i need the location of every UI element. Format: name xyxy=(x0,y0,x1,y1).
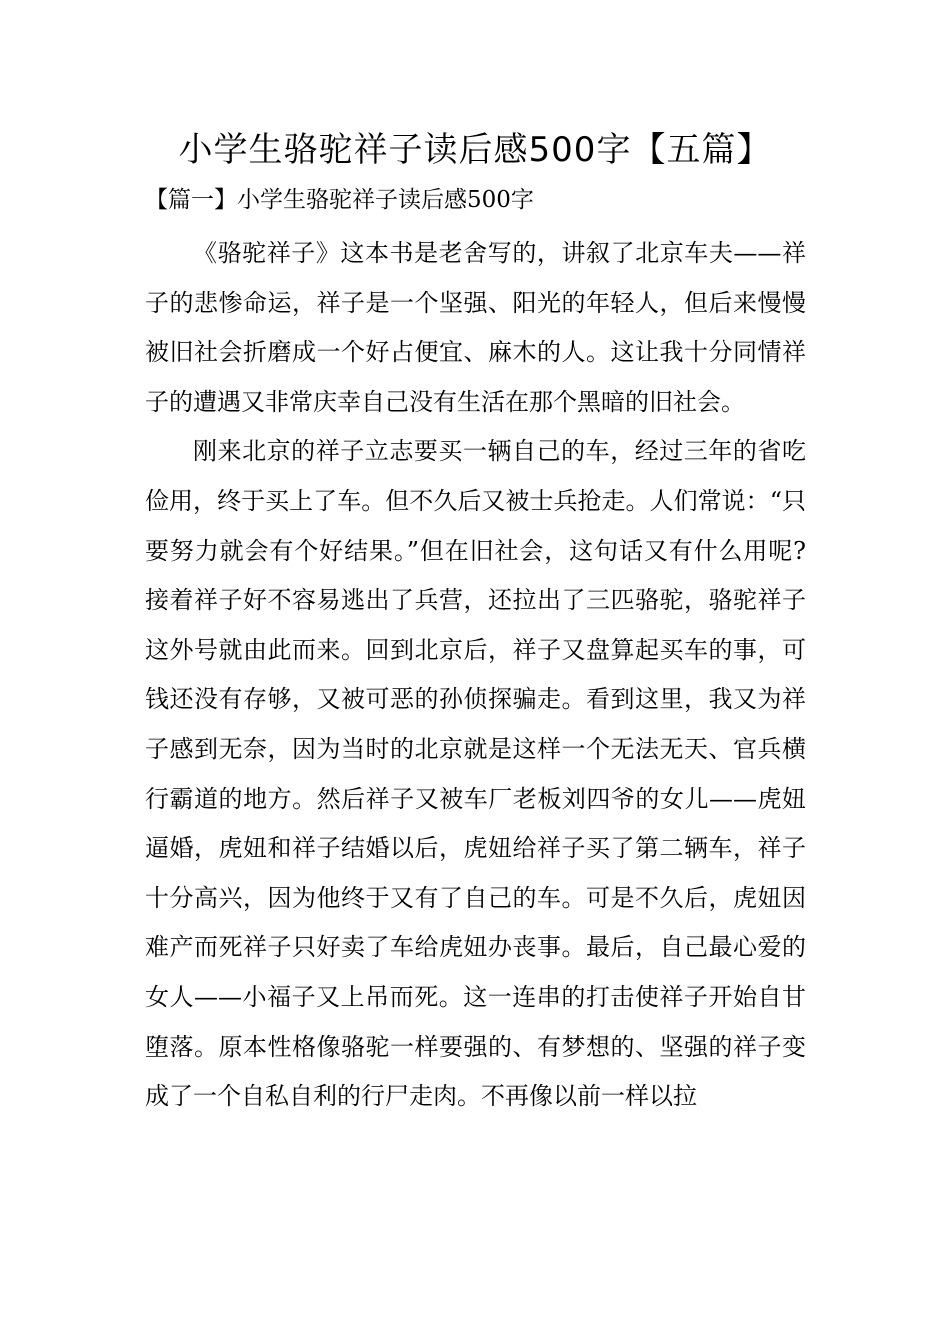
document-body xyxy=(145,229,806,1122)
paragraph-1: 《骆驼祥子》这本书是老舍写的，讲叙了北京车夫——祥子的悲惨命运，祥子是一个坚强、阳光的年轻人，但后来慢慢被旧社会折磨成一个好占便宜、麻木的人。这让我十分同情祥子的遭遇又非常庆幸自己没有生活在那个黑暗的旧社会。 xyxy=(145,239,806,416)
paragraph-2: 刚来北京的祥子立志要买一辆自己的车，经过三年的省吃俭用，终于买上了车。但不久后又被士兵抢走。人们常说：“只要努力就会有个好结果。”但在旧社会，这句话又有什么用呢?接着祥子好不容易逃出了兵营，还拉出了三匹骆驼，骆驼祥子这外号就由此而来。回到北京后，祥子又盘算起买车的事，可钱还没有存够，又被可恶的孙侦探骗走。看到这里，我又为祥子感到无奈，因为当时的北京就是这样一个无法无天、官兵横行霸道的地方。然后祥子又被车厂老板刘四爷的女儿——虎妞逼婚，虎妞和祥子结婚以后，虎妞给祥子买了第二辆车，祥子十分高兴，因为他终于又有了自己的车。可是不久后，虎妞因难产而死祥子只好卖了车给虎妞办丧事。最后，自己最心爱的女人——小福子又上吊而死。这一连串的打击使祥子开始自甘堕落。原本性格像骆驼一样要强的、有梦想的、坚强的祥子变成了一个自私自利的行尸走肉。不再像以前一样以拉 xyxy=(145,437,806,1111)
section-heading: 【篇一】小学生骆驼祥子读后感500字 xyxy=(145,187,534,213)
document-title: 小学生骆驼祥子读后感500字【五篇】 xyxy=(178,130,772,170)
